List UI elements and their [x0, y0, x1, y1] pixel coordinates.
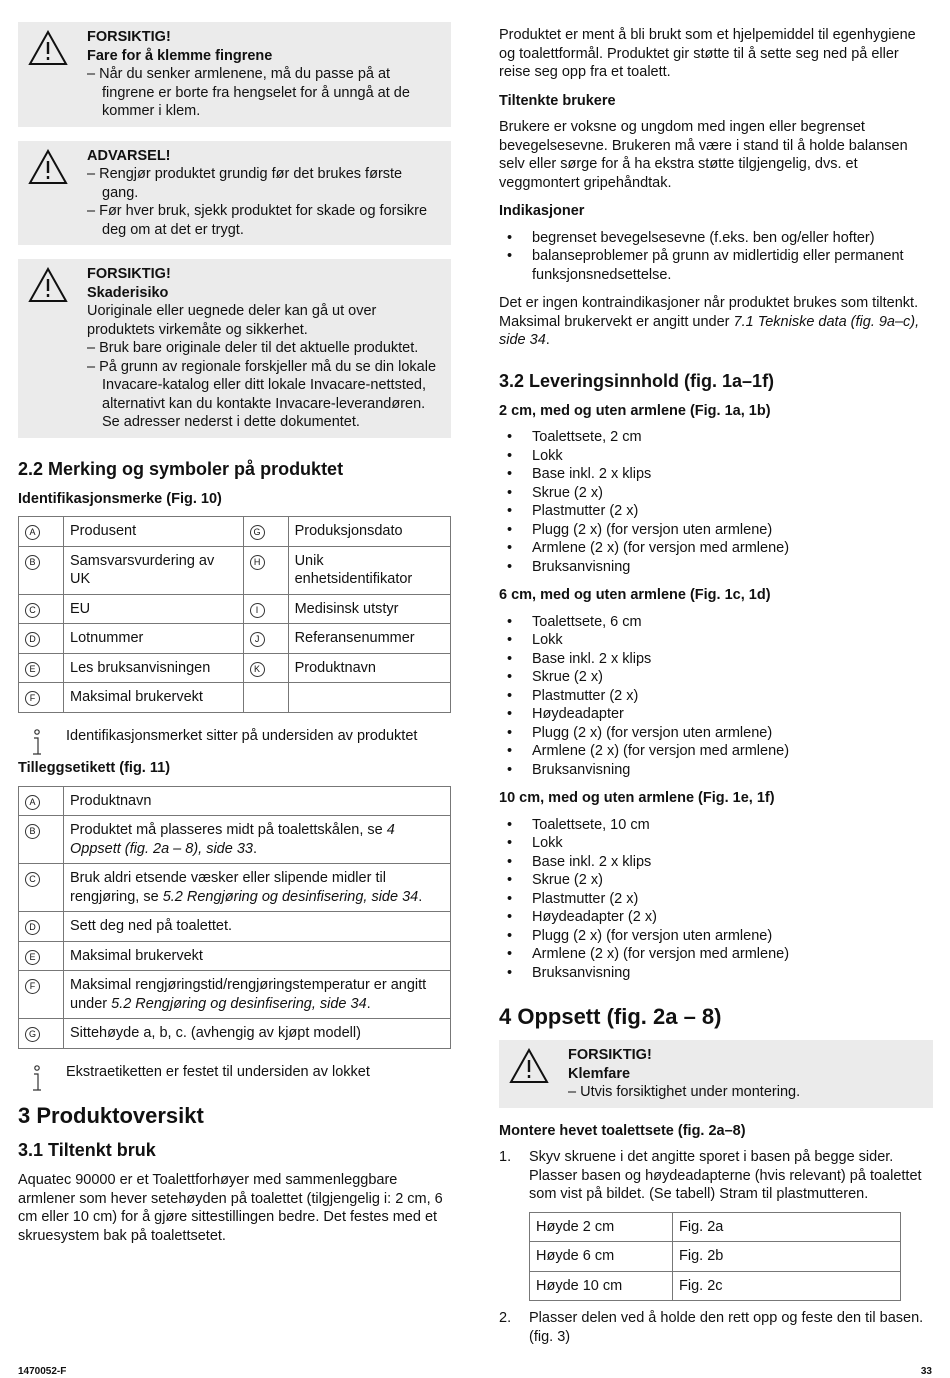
- list-item: • Plugg (2 x) (for versjon uten armlene): [499, 521, 933, 540]
- table-cell: Høyde 6 cm: [530, 1242, 673, 1272]
- indications-list: [499, 229, 933, 285]
- caution-box-pinch-mounting: [499, 1040, 933, 1108]
- circled-letter-d: D: [25, 920, 40, 935]
- document-number: 1470052-F: [18, 1366, 67, 1377]
- contents-list-6cm: [499, 613, 933, 780]
- identification-table: [18, 516, 451, 713]
- circled-letter-i: I: [250, 603, 265, 618]
- list-item: • Skrue (2 x): [499, 668, 933, 687]
- circled-letter-j: J: [250, 632, 265, 647]
- subheading-2cm: 2 cm, med og uten armlene (Fig. 1a, 1b): [499, 402, 771, 419]
- table-cell: [243, 546, 288, 594]
- table-row: [530, 1271, 901, 1301]
- section-heading-4: 4 Oppsett (fig. 2a – 8): [499, 1004, 722, 1029]
- subheading-users: Tiltenkte brukere: [499, 92, 616, 109]
- cross-reference[interactable]: 5.2 Rengjøring og desinfisering, side 34: [162, 888, 419, 905]
- cross-reference[interactable]: 7.1 Tekniske data (fig. 9a–c), side 34: [499, 313, 920, 348]
- table-cell: Fig. 2c: [673, 1271, 901, 1301]
- circled-letter-f: F: [25, 691, 40, 706]
- caution-subtitle: Skaderisiko: [87, 284, 169, 301]
- table-cell: Produktet må plasseres midt på toalettskålen, se 4 Oppsett (fig. 2a – 8), side 33.: [64, 816, 451, 864]
- list-item: • Base inkl. 2 x klips: [499, 650, 933, 669]
- section-heading-3-1: 3.1 Tiltenkt bruk: [18, 1140, 156, 1160]
- table-cell: Lotnummer: [64, 624, 244, 654]
- table-row: [19, 683, 451, 713]
- table-row: [19, 1019, 451, 1049]
- table-row: [19, 546, 451, 594]
- paragraph-intended-use: Aquatec 90000 er et Toalettforhøyer med sammenleggbare armlener som hever setehøyden på toalettet (tilgjengelig i: 2 cm, 6 cm eller 10 cm) for å gjøre sittestillingen bedre. Det festes med et skruesystem bak på toalettsetet.: [18, 1172, 443, 1244]
- list-item: • Bruksanvisning: [499, 761, 933, 780]
- list-item: • Lokk: [499, 631, 933, 650]
- list-item: • Bruksanvisning: [499, 558, 933, 577]
- table-cell: Høyde 2 cm: [530, 1212, 673, 1242]
- table-cell: [243, 517, 288, 547]
- table-cell: [19, 624, 64, 654]
- step-item: 1. Skyv skruene i det angitte sporet i basen på begge sider. Plasser basen og høydeadapterne (hvis relevant) på toalettet som vist på bildet. (Se tabell) Stram til plastmutteren. Høyde 2 cm Fig. 2a Høyde 6 cm Fig. 2b Høyde 10 cm Fig. 2c: [499, 1148, 933, 1301]
- caution-item: – På grunn av regionale forskjeller må du se din lokale Invacare-katalog eller ditt lokale Invacare-nettsted, alternativt kan du kontakte Invacare-leverandøren. Se adresser nederst i dette dokumentet.: [87, 358, 437, 430]
- table-cell: [243, 624, 288, 654]
- list-item: • Armlene (2 x) (for versjon med armlene): [499, 945, 933, 964]
- page-number: 33: [920, 1366, 932, 1377]
- list-item: • Skrue (2 x): [499, 871, 933, 890]
- circled-letter-a: A: [25, 795, 40, 810]
- list-item: • Plugg (2 x) (for versjon uten armlene): [499, 724, 933, 743]
- table-cell: Fig. 2a: [673, 1212, 901, 1242]
- list-item: • Plastmutter (2 x): [499, 890, 933, 909]
- table-cell: Produktnavn: [288, 653, 450, 683]
- table-cell: [288, 683, 450, 713]
- list-item: • Plastmutter (2 x): [499, 502, 933, 521]
- table-cell: [19, 546, 64, 594]
- subheading-10cm: 10 cm, med og uten armlene (Fig. 1e, 1f): [499, 790, 775, 806]
- circled-letter-b: B: [25, 824, 40, 839]
- caution-title: FORSIKTIG!: [568, 1047, 652, 1063]
- table-cell: Sittehøyde a, b, c. (avhengig av kjøpt modell): [64, 1019, 451, 1049]
- circled-letter-e: E: [25, 950, 40, 965]
- circled-letter-c: C: [25, 872, 40, 887]
- list-item: • balanseproblemer på grunn av midlertidig eller permanent funksjonsnedsettelse.: [499, 247, 933, 284]
- list-item: • Lokk: [499, 834, 933, 853]
- caution-text: Uoriginale eller uegnede deler kan gå ut over produktets virkemåte og sikkerhet.: [87, 303, 377, 338]
- list-item: • Toalettsete, 10 cm: [499, 816, 933, 835]
- caution-subtitle: Fare for å klemme fingrene: [87, 47, 273, 64]
- table-row: [19, 816, 451, 864]
- list-item: • Høydeadapter (2 x): [499, 908, 933, 927]
- section-heading-3-2: 3.2 Leveringsinnhold (fig. 1a–1f): [499, 370, 775, 391]
- height-figure-table: [529, 1212, 901, 1302]
- list-item: • Toalettsete, 6 cm: [499, 613, 933, 632]
- circled-letter-g: G: [25, 1027, 40, 1042]
- table-cell: [243, 594, 288, 624]
- info-icon: [30, 1065, 44, 1093]
- table-row: [19, 971, 451, 1019]
- table-cell: Produksjonsdato: [288, 517, 450, 547]
- info-note-text: Identifikasjonsmerket sitter på undersiden av produktet: [66, 727, 418, 744]
- subheading-indications: Indikasjoner: [499, 203, 585, 219]
- warning-triangle-icon: [509, 1048, 549, 1084]
- table-row: [19, 594, 451, 624]
- table-row: [19, 786, 451, 816]
- paragraph-purpose: Produktet er ment å bli brukt som et hjelpemiddel til egenhygiene og toalettformål. Produktet gir støtte til å sette seg ned på eller reise seg opp fra et toalett.: [499, 27, 916, 80]
- table-cell: [19, 594, 64, 624]
- warning-triangle-icon: [28, 30, 68, 66]
- table-row: [19, 517, 451, 547]
- table-cell: Maksimal rengjøringstid/rengjøringstemperatur er angitt under 5.2 Rengjøring og desinfisering, side 34.: [64, 971, 451, 1019]
- warning-triangle-icon: [28, 149, 68, 185]
- info-note: [18, 1063, 451, 1082]
- circled-letter-e: E: [25, 662, 40, 677]
- warning-item: – Før hver bruk, sjekk produktet for skade og forsikre deg om at det er trygt.: [87, 203, 428, 238]
- section-heading-3: 3 Produktoversikt: [18, 1103, 204, 1128]
- contents-list-2cm: [499, 428, 933, 576]
- table-cell: [19, 517, 64, 547]
- table-cell: [243, 683, 288, 713]
- info-icon: [30, 729, 44, 757]
- caution-item: – Bruk bare originale deler til det aktuelle produktet.: [87, 340, 419, 356]
- table-cell: Bruk aldri etsende væsker eller slipende midler til rengjøring, se 5.2 Rengjøring og desinfisering, side 34.: [64, 864, 451, 912]
- table-row: [530, 1212, 901, 1242]
- table-cell: Produsent: [64, 517, 244, 547]
- caution-item: – Når du senker armlenene, må du passe på at fingrene er borte fra hengselet for å unngå at de kommer i klem.: [87, 66, 410, 119]
- table-row: [530, 1242, 901, 1272]
- table-row: [19, 624, 451, 654]
- table-cell: Maksimal brukervekt: [64, 941, 451, 971]
- list-item: • Plugg (2 x) (for versjon uten armlene): [499, 927, 933, 946]
- caution-title: FORSIKTIG!: [87, 29, 171, 45]
- caution-title: FORSIKTIG!: [87, 266, 171, 282]
- circled-letter-b: B: [25, 555, 40, 570]
- table-cell: [19, 683, 64, 713]
- contents-list-10cm: [499, 816, 933, 983]
- paragraph-users: Brukere er voksne og ungdom med ingen eller begrenset bevegelsesevne. Brukeren må være i stand til å holde balansen selv eller sørge for å ha ekstra støtte tilgjengelig, dvs. et veggmontert gripehåndtak.: [499, 119, 908, 191]
- circled-letter-h: H: [250, 555, 265, 570]
- circled-letter-d: D: [25, 632, 40, 647]
- info-note-text: Ekstraetiketten er festet til undersiden av lokket: [66, 1063, 370, 1080]
- warning-box-clean: [18, 141, 451, 246]
- subheading-additional-label: Tilleggsetikett (fig. 11): [18, 760, 171, 776]
- table-cell: [19, 653, 64, 683]
- table-cell: EU: [64, 594, 244, 624]
- table-cell: Referansenummer: [288, 624, 450, 654]
- caution-item: – Utvis forsiktighet under montering.: [568, 1084, 801, 1100]
- list-item: • Lokk: [499, 447, 933, 466]
- table-cell: Sett deg ned på toalettet.: [64, 912, 451, 942]
- list-item: • Høydeadapter: [499, 705, 933, 724]
- table-row: [19, 941, 451, 971]
- step-item: 2. Plasser delen ved å holde den rett opp og feste den til basen. (fig. 3): [499, 1310, 924, 1345]
- info-note: [18, 727, 451, 746]
- list-item: • Plastmutter (2 x): [499, 687, 933, 706]
- subheading-identification: Identifikasjonsmerke (Fig. 10): [18, 490, 222, 507]
- caution-box-damage: [18, 259, 451, 438]
- circled-letter-k: K: [250, 662, 265, 677]
- table-row: [19, 653, 451, 683]
- paragraph-contraindications: Det er ingen kontraindikasjoner når produktet brukes som tiltenkt. Maksimal brukervekt er angitt under 7.1 Tekniske data (fig. 9a–c), side 34.: [499, 295, 920, 348]
- circled-letter-f: F: [25, 979, 40, 994]
- table-cell: Unik enhetsidentifikator: [288, 546, 450, 594]
- additional-label-table: [18, 786, 451, 1049]
- caution-box-pinch: [18, 22, 451, 127]
- subheading-6cm: 6 cm, med og uten armlene (Fig. 1c, 1d): [499, 587, 771, 603]
- list-item: • Skrue (2 x): [499, 484, 933, 503]
- table-row: [19, 864, 451, 912]
- table-cell: Les bruksanvisningen: [64, 653, 244, 683]
- circled-letter-a: A: [25, 525, 40, 540]
- list-item: • Toalettsete, 2 cm: [499, 428, 933, 447]
- table-cell: Fig. 2b: [673, 1242, 901, 1272]
- table-cell: Samsvarsvurdering av UK: [64, 546, 244, 594]
- list-item: • begrenset bevegelsesevne (f.eks. ben og/eller hofter): [499, 229, 933, 248]
- table-cell: Høyde 10 cm: [530, 1271, 673, 1301]
- table-cell: Maksimal brukervekt: [64, 683, 244, 713]
- list-item: • Bruksanvisning: [499, 964, 933, 983]
- list-item: • Base inkl. 2 x klips: [499, 465, 933, 484]
- subheading-mounting: Montere hevet toalettsete (fig. 2a–8): [499, 1122, 746, 1139]
- table-cell: Medisinsk utstyr: [288, 594, 450, 624]
- warning-item: – Rengjør produktet grundig før det brukes første gang.: [87, 166, 403, 201]
- left-column: [18, 22, 451, 1255]
- list-item: • Armlene (2 x) (for versjon med armlene): [499, 539, 933, 558]
- list-item: • Base inkl. 2 x klips: [499, 853, 933, 872]
- cross-reference[interactable]: 4 Oppsett (fig. 2a – 8), side 33: [70, 822, 395, 857]
- right-column: [499, 26, 933, 1354]
- list-item: • Armlene (2 x) (for versjon med armlene): [499, 742, 933, 761]
- circled-letter-g: G: [250, 525, 265, 540]
- table-cell: [243, 653, 288, 683]
- warning-triangle-icon: [28, 267, 68, 303]
- cross-reference[interactable]: 5.2 Rengjøring og desinfisering, side 34: [111, 995, 367, 1012]
- table-cell: Produktnavn: [64, 786, 451, 816]
- caution-subtitle: Klemfare: [568, 1065, 631, 1082]
- table-row: [19, 912, 451, 942]
- section-heading-2-2: 2.2 Merking og symboler på produktet: [18, 458, 344, 479]
- circled-letter-c: C: [25, 603, 40, 618]
- mounting-steps: [499, 1148, 933, 1346]
- warning-title: ADVARSEL!: [87, 147, 171, 164]
